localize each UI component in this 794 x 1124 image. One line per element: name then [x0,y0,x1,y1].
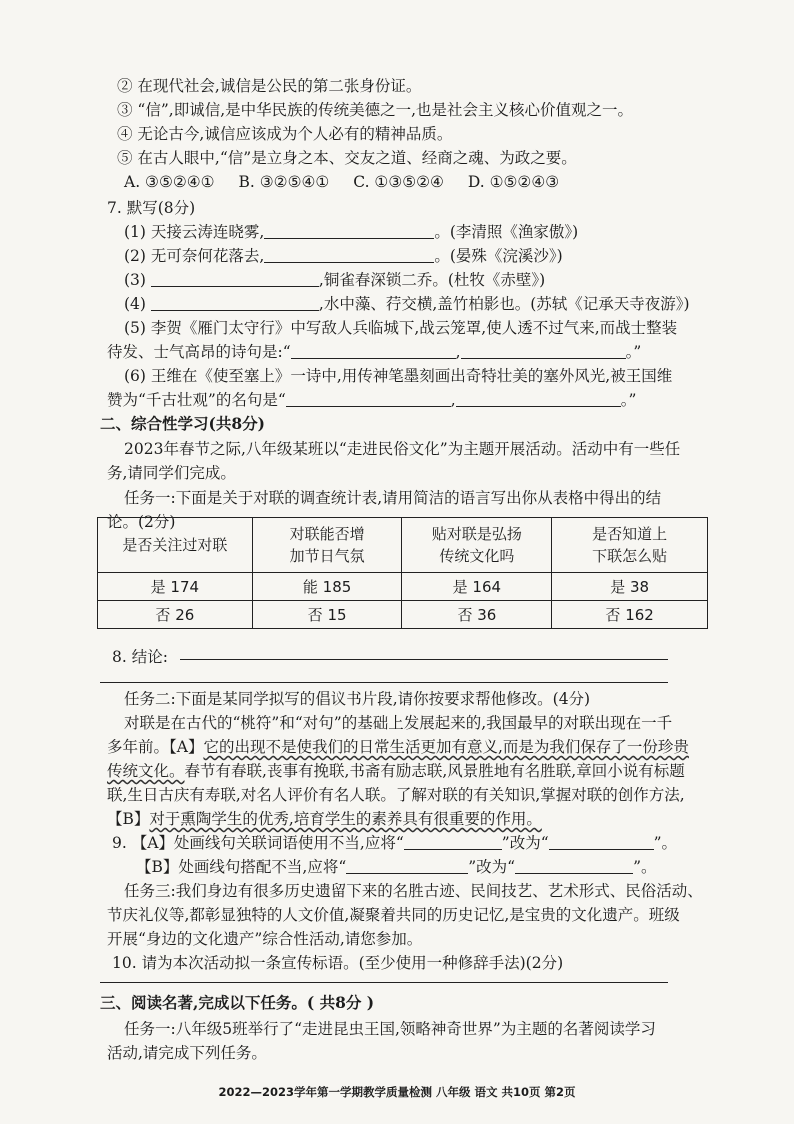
table-cell: 能 185 [252,573,402,601]
sentence-b: 对于熏陶学生的优秀,培育学生的素养具有很重要的作用。 [149,810,542,828]
table-header-cell: 是否知道上 下联怎么贴 [552,518,708,573]
q7-line-6a: (6) 王维在《使至塞上》一诗中,用传神笔墨刻画出奇特壮美的塞外风光,被王国维 [124,367,673,385]
option-d[interactable]: D. ①⑤②④③ [467,173,560,191]
q7-l4-prompt: (4) [124,295,151,313]
reorder-item-2: ② 在现代社会,诚信是公民的第二张身份证。 [117,77,422,95]
q9-b-end: ”。 [633,858,657,876]
q9-a-blank-2[interactable] [549,833,654,850]
q7-l1-source: 。(李清照《渔家傲》) [434,223,579,241]
q7-l5-answer-blank-2[interactable] [461,342,626,359]
q7-l6-answer-blank-2[interactable] [456,390,621,407]
table-cell: 否 162 [552,601,708,629]
q7-line-4 [0,293,794,315]
q7-line-5b [0,341,794,363]
q9-a-mid: ”改为“ [501,834,549,852]
q9-b-prompt: 【B】处画线句搭配不当,应将“ [136,858,347,876]
para-line-1: 对联是在古代的“桃符”和“对句”的基础上发展起来的,我国最早的对联出现在一千 [124,714,673,732]
para-line-4: 联,生日古庆有寿联,对名人评价有名人联。了解对联的有关知识,掌握对联的创作方法, [107,786,685,804]
q10-text: 10. 请为本次活动拟一条宣传标语。(至少使用一种修辞手法)(2分) [112,954,564,972]
option-c[interactable]: C. ①③⑤②④ [353,173,444,191]
reorder-item-4: ④ 无论古今,诚信应该成为个人必有的精神品质。 [117,125,453,143]
option-a[interactable]: A. ③⑤②④① [124,173,215,191]
q9-a [0,832,794,854]
q7-l3-source: ,铜雀春深锁二乔。(杜牧《赤壁》) [318,271,546,289]
task1-text-1: 任务一:下面是关于对联的调查统计表,请用简洁的语言写出你从表格中得出的结 [124,489,662,507]
q9-a-prompt: 9. 【A】处画线句关联词语使用不当,应将“ [112,834,404,852]
q7-l4-source: ,水中藻、荇交横,盖竹柏影也。(苏轼《记承天寺夜游》) [318,295,690,313]
marker-a: 多年前。【A】 [107,738,204,756]
q7-l2-source: 。(晏殊《浣溪沙》) [434,247,563,265]
q7-l6-answer-blank-1[interactable] [286,390,451,407]
task2-title: 任务二:下面是某同学拟写的倡议书片段,请你按要求帮他修改。(4分) [124,690,591,708]
q7-l5-end: 。” [625,343,642,361]
table-cell: 是 38 [552,573,708,601]
section2-intro-2: 务,请同学们完成。 [107,464,236,482]
table-cell: 是 174 [98,573,253,601]
q7-l3-answer-blank[interactable] [151,270,319,287]
marker-b: 【B】 [107,810,150,828]
table-cell: 否 15 [252,601,402,629]
section3-task1-1: 任务一:八年级5班举行了“走进昆虫王国,领略神奇世界”为主题的名著阅读学习 [124,1020,656,1038]
survey-table [97,517,708,629]
q7-l1-answer-blank[interactable] [264,222,434,239]
q7-l3-prompt: (3) [124,271,151,289]
task1-text-2: 论。(2分) [107,513,176,531]
task3-text-3: 开展“身边的文化遗产”综合性活动,请您参加。 [107,930,423,948]
q10-answer-line[interactable] [100,982,668,983]
reorder-item-5: ⑤ 在古人眼中,“信”是立身之本、交友之道、经商之魂、为政之要。 [117,149,577,167]
para-line-3 [0,760,794,782]
q7-line-2 [0,245,794,267]
reorder-item-3: ③ “信”,即诚信,是中华民族的传统美德之一,也是社会主义核心价值观之一。 [117,101,634,119]
task3-text-1: 任务三:我们身边有很多历史遗留下来的名胜古迹、民间技艺、艺术形式、民俗活动、 [124,882,703,900]
para-line-5 [0,808,794,830]
q7-line-5a: (5) 李贺《雁门太守行》中写敌人兵临城下,战云笼罩,使人透不过气来,而战士整装 [124,319,678,337]
q7-l4-answer-blank[interactable] [151,294,319,311]
option-b[interactable]: B. ③②⑤④① [238,173,330,191]
q9-b [0,856,794,878]
para-line-3-text: 春节有春联,丧事有挽联,书斋有励志联,风景胜地有名胜联,章回小说有标题 [184,762,685,780]
table-cell: 否 36 [402,601,552,629]
section2-title: 二、综合性学习(共8分) [100,414,265,433]
q9-a-blank-1[interactable] [404,833,502,850]
q7-line-1 [0,221,794,243]
section3-title: 三、阅读名著,完成以下任务。( 共8分 ) [100,993,375,1012]
sentence-a-end: 传统文化。 [107,762,185,780]
q7-l5-answer-blank-1[interactable] [291,342,456,359]
q7-title: 7. 默写(8分) [107,199,196,217]
q9-b-blank-2[interactable] [515,857,633,874]
q9-b-mid: ”改为“ [468,858,516,876]
q7-l5-prompt: 待发、士气高昂的诗句是:“ [107,343,291,361]
q8-label: 8. 结论: [112,648,168,666]
q9-a-end: ”。 [653,834,678,852]
table-header-row [98,518,708,573]
q7-l2-prompt: (2) 无可奈何花落去, [124,247,265,265]
q7-l5-comma: , [455,343,461,361]
q8-answer-line-1[interactable] [180,659,668,660]
q7-line-3 [0,269,794,291]
q7-l2-answer-blank[interactable] [264,246,434,263]
task3-text-2: 节庆礼仪等,都彰显独特的人文价值,凝聚着共同的历史记忆,是宝贵的文化遗产。班级 [107,906,680,924]
table-row [98,573,708,601]
table-cell: 是 164 [402,573,552,601]
section3-task1-2: 活动,请完成下列任务。 [107,1044,267,1062]
sentence-a: 它的出现不是使我们的日常生活更加有意义,而是为我们保存了一份珍贵 [203,738,689,756]
table-header-cell: 对联能否增 加节日气氛 [252,518,402,573]
q9-b-blank-1[interactable] [346,857,468,874]
table-cell: 否 26 [98,601,253,629]
q7-l6-comma: , [450,391,456,409]
page-footer: 2022—2023学年第一学期教学质量检测 八年级 语文 共10页 第2页 [218,1085,576,1099]
q7-l1-prompt: (1) 天接云涛连晓雾, [124,223,265,241]
table-header-cell: 是否关注过对联 [98,518,253,573]
table-header-cell: 贴对联是弘扬 传统文化吗 [402,518,552,573]
q7-line-6b [0,389,794,411]
q7-l6-end: 。” [620,391,637,409]
q7-l6-prompt: 赞为“千古壮观”的名句是“ [107,391,286,409]
reorder-options [0,171,794,193]
para-line-2 [0,736,794,758]
table-row [98,601,708,629]
q8-answer-line-2[interactable] [100,682,668,683]
section2-intro-1: 2023年春节之际,八年级某班以“走进民俗文化”为主题开展活动。活动中有一些任 [124,440,681,458]
